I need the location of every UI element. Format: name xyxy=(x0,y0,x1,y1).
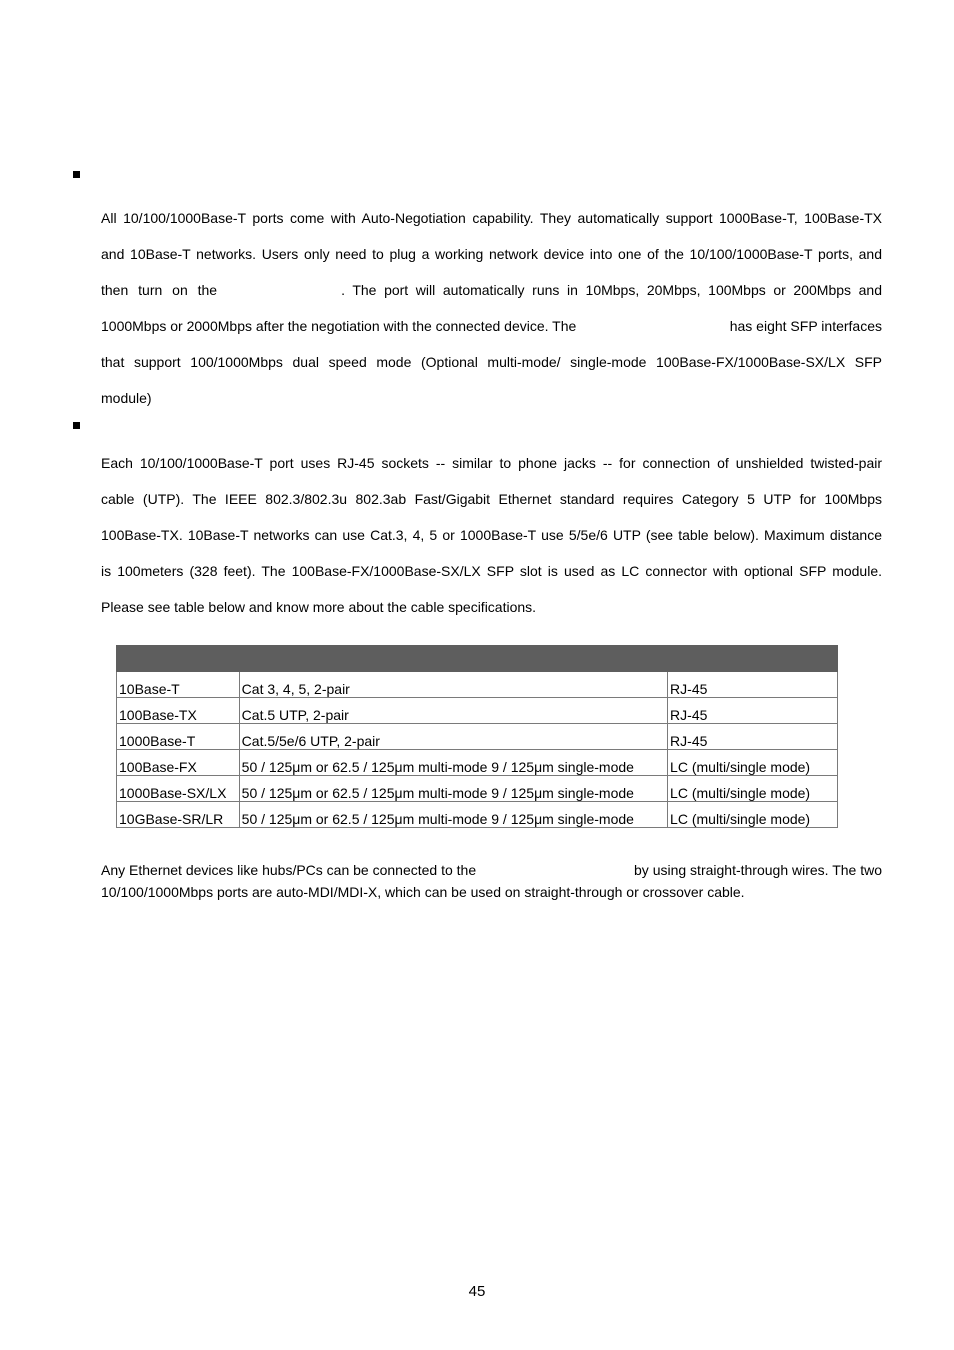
table-header-cell xyxy=(239,646,667,672)
table-cell: 1000Base-T xyxy=(117,724,240,750)
paragraph-auto-negotiation xyxy=(101,200,882,416)
text-line: Each 10/100/1000Base-T port uses RJ-45 sockets -- similar to phone jacks -- for connection of unshielded twisted-pair xyxy=(101,455,882,471)
table-cell: RJ-45 xyxy=(668,672,838,698)
table-cell: LC (multi/single mode) xyxy=(668,750,838,776)
text-line xyxy=(101,272,882,308)
table-row xyxy=(117,802,838,828)
table-cell: 50 / 125μm or 62.5 / 125μm multi-mode 9 / 125μm single-mode xyxy=(239,802,667,828)
table-cell: 100Base-FX xyxy=(117,750,240,776)
text-fragment: . The port will automatically runs in 10Mbps, 20Mbps, 100Mbps or 200Mbps and xyxy=(341,282,882,298)
bullet-icon xyxy=(73,422,80,429)
table-row xyxy=(117,750,838,776)
table-cell: Cat.5/5e/6 UTP, 2-pair xyxy=(239,724,667,750)
table-row xyxy=(117,672,838,698)
table-cell: Cat.5 UTP, 2-pair xyxy=(239,698,667,724)
table-cell: Cat 3, 4, 5, 2-pair xyxy=(239,672,667,698)
paragraph-cable-specs xyxy=(101,445,882,625)
text-line: that support 100/1000Mbps dual speed mode (Optional multi-mode/ single-mode 100Base-FX/1000Base-SX/LX SFP xyxy=(101,354,882,370)
text-line: All 10/100/1000Base-T ports come with Auto-Negotiation capability. They automatically support 1000Base-T, 100Base-TX xyxy=(101,210,882,226)
table-cell: 1000Base-SX/LX xyxy=(117,776,240,802)
table-cell: 100Base-TX xyxy=(117,698,240,724)
table-row xyxy=(117,776,838,802)
table-cell: 10Base-T xyxy=(117,672,240,698)
table-cell: 50 / 125μm or 62.5 / 125μm multi-mode 9 / 125μm single-mode xyxy=(239,776,667,802)
page-number: 45 xyxy=(468,1283,486,1300)
bullet-icon xyxy=(73,171,80,178)
text-line: Please see table below and know more about the cable specifications. xyxy=(101,599,537,615)
table-header-cell xyxy=(668,646,838,672)
text-line: cable (UTP). The IEEE 802.3/802.3u 802.3ab Fast/Gigabit Ethernet standard requires Category 5 UTP for 100Mbps xyxy=(101,491,882,507)
text-line xyxy=(101,859,882,881)
table-row xyxy=(117,724,838,750)
table-header-row xyxy=(117,646,838,672)
text-line: is 100meters (328 feet). The 100Base-FX/1000Base-SX/LX SFP slot is used as LC connector with optional SFP module. xyxy=(101,563,882,579)
text-fragment: has eight SFP interfaces xyxy=(729,318,882,334)
text-line: 100Base-TX. 10Base-T networks can use Cat.3, 4, 5 or 1000Base-T use 5/5e/6 UTP (see table below). Maximum distance xyxy=(101,527,882,543)
table-cell: LC (multi/single mode) xyxy=(668,776,838,802)
text-fragment: by using straight-through wires. The two xyxy=(634,862,882,878)
text-line: module) xyxy=(101,390,152,406)
text-fragment: then turn on the xyxy=(101,282,218,298)
table-cell: RJ-45 xyxy=(668,698,838,724)
text-fragment: Any Ethernet devices like hubs/PCs can be connected to the xyxy=(101,862,477,878)
table-row xyxy=(117,698,838,724)
table-cell: LC (multi/single mode) xyxy=(668,802,838,828)
table-header-cell xyxy=(117,646,240,672)
table-cell: 50 / 125μm or 62.5 / 125μm multi-mode 9 / 125μm single-mode xyxy=(239,750,667,776)
text-line: and 10Base-T networks. Users only need to plug a working network device into one of the 10/100/1000Base-T ports, and xyxy=(101,246,882,262)
table-cell: 10GBase-SR/LR xyxy=(117,802,240,828)
text-line xyxy=(101,308,882,344)
paragraph-connection xyxy=(101,859,882,903)
text-line: 10/100/1000Mbps ports are auto-MDI/MDI-X, which can be used on straight-through or crossover cable. xyxy=(101,884,745,900)
text-fragment: 1000Mbps or 2000Mbps after the negotiation with the connected device. The xyxy=(101,318,577,334)
cable-spec-table xyxy=(116,645,838,828)
table-cell: RJ-45 xyxy=(668,724,838,750)
